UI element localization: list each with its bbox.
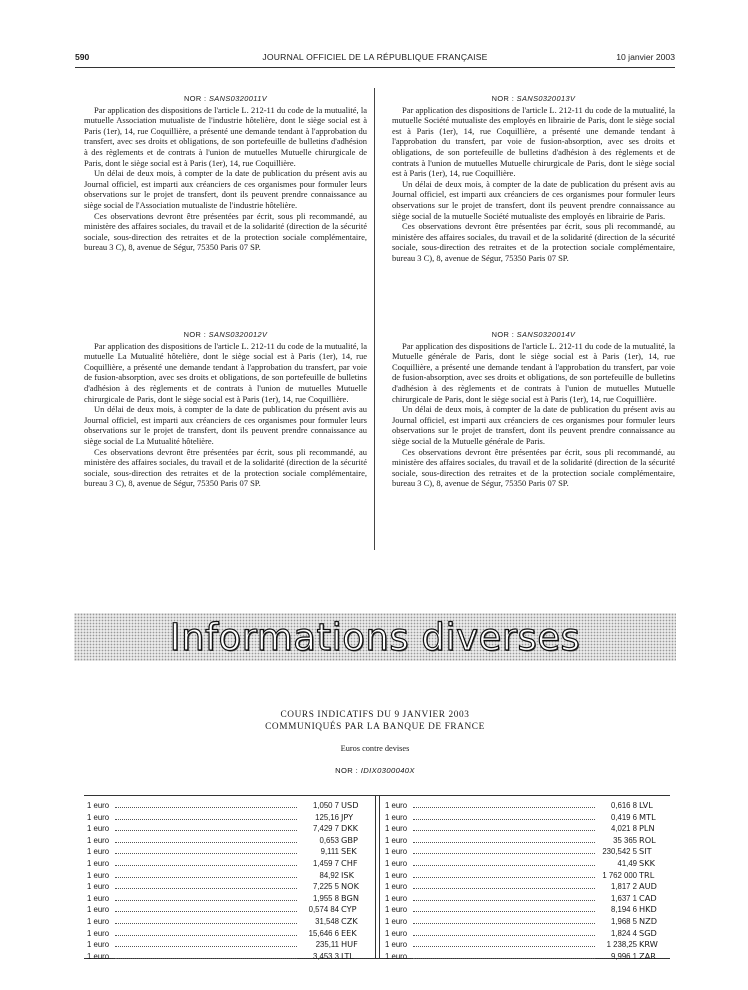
rate-row	[87, 846, 371, 858]
rate-value: 1,955 8	[312, 893, 339, 903]
rate-unit: 1 euro	[385, 916, 408, 926]
notice-1-para-3: Ces observations devront être présentées par écrit, sous pli recommandé, au ministère des affaires sociales, du travail et de la solidarité (direction de la sécurité sociale, sous-direction des retraites et de la protection sociale complémentaire, bureau 3 C), 8, avenue de Ségur, 75350 Paris 07 SP.	[84, 210, 367, 253]
notice-3-nor: NOR : SANS0320012V	[183, 330, 268, 339]
rate-row	[87, 916, 371, 928]
rates-title-line-2: COMMUNIQUÉS PAR LA BANQUE DE FRANCE	[265, 722, 485, 732]
notice-1-nor: NOR : SANS0320011V	[183, 94, 268, 103]
rates-subtitle: Euros contre devises	[340, 744, 410, 753]
rate-unit: 1 euro	[385, 858, 408, 868]
notice-2-para-1: Par application des dispositions de l'article L. 212-11 du code de la mutualité, la mutuelle Société mutualiste des employés en librairie de Paris, dont le siège social est à Paris (1er), 14, rue Coquillière, a présenté une demande tendant à l'approbation du transfert, par voie de fusion-absorption, avec ses droits et obligations, de son portefeuille de bulletins d'adhésion à des règlements et de contrats à l'union de mutuelles Mutuelle chirurgicale de Paris, dont le siège social est à Paris (1er), 14, rue Coquillière.	[392, 104, 675, 179]
rate-unit: 1 euro	[385, 951, 408, 961]
rate-unit: 1 euro	[385, 940, 408, 950]
rate-row	[87, 800, 371, 812]
rate-unit: 1 euro	[385, 905, 408, 915]
rate-unit: 1 euro	[87, 801, 110, 810]
notice-4	[392, 330, 675, 489]
rate-currency: GBP	[341, 834, 358, 845]
rate-unit: 1 euro	[385, 824, 408, 834]
rate-row	[385, 928, 669, 940]
rate-currency: CYP	[341, 904, 357, 915]
rate-value: 0,419 6	[610, 812, 637, 822]
leader-dots	[115, 923, 297, 924]
rate-currency: AUD	[639, 881, 657, 892]
rate-unit: 1 euro	[87, 858, 110, 868]
leader-dots	[413, 865, 595, 866]
rate-value: 0,574 84	[308, 905, 339, 915]
rate-unit: 1 euro	[385, 847, 408, 857]
rate-row	[385, 858, 669, 870]
rates-title	[74, 709, 676, 733]
leader-dots	[413, 853, 595, 854]
rate-row	[87, 951, 371, 963]
rate-unit: 1 euro	[385, 893, 408, 903]
rate-value: 4,021 8	[610, 824, 637, 834]
notice-4-para-1: Par application des dispositions de l'article L. 212-11 du code de la mutualité, la Mutuelle générale de Paris, dont le siège social est à Paris (1er), 14, rue Coquillière, a présenté une demande tendant à l'approbation du transfert, par voie de fusion-absorption, avec ses droits et obligations, de son portefeuille de bulletins d'adhésion à des règlements et de contrats à l'union de mutuelles Mutuelle chirurgicale de Paris, dont le siège social est à Paris (1er), 14, rue Coquillière.	[392, 340, 675, 404]
rate-unit: 1 euro	[87, 835, 110, 845]
rate-value: 230,542 5	[602, 847, 637, 857]
rate-currency: SKK	[639, 857, 655, 868]
rate-row	[385, 881, 669, 893]
rate-currency: LVL	[639, 800, 653, 810]
rate-value: 1,824 4	[610, 928, 637, 938]
rate-currency: PLN	[639, 823, 655, 834]
rate-unit: 1 euro	[385, 882, 408, 892]
header-rule	[75, 67, 675, 68]
rate-row	[87, 893, 371, 905]
notice-1-para-2: Un délai de deux mois, à compter de la date de publication du présent avis au Journal officiel, est imparti aux créanciers de ces organismes pour formuler leurs observations sur le projet de transfert, dont ils peuvent prendre connaissance au siège social de l'Association mutualiste de l'industrie hôtelière.	[84, 168, 367, 210]
rate-row	[385, 800, 669, 812]
rate-row	[385, 916, 669, 928]
section-banner	[74, 613, 676, 661]
rate-value: 1,050 7	[312, 801, 339, 810]
rate-unit: 1 euro	[385, 870, 408, 880]
leader-dots	[413, 900, 595, 901]
rate-value: 7,429 7	[312, 824, 339, 834]
rate-currency: CZK	[341, 915, 358, 926]
page-header	[75, 52, 675, 66]
notice-2-para-2: Un délai de deux mois, à compter de la date de publication du présent avis au Journal officiel, est imparti aux créanciers de ces organismes pour formuler leurs observations sur le projet de transfert, dont ils peuvent prendre connaissance au siège social de la mutuelle Société mutualiste des employés en librairie de Paris.	[392, 178, 675, 221]
rate-currency: EEK	[341, 927, 357, 938]
rate-unit: 1 euro	[385, 928, 408, 938]
leader-dots	[413, 807, 595, 808]
leader-dots	[115, 842, 297, 843]
rate-row	[385, 939, 669, 951]
notice-2	[392, 94, 675, 264]
rate-row	[385, 846, 669, 858]
rate-currency: CHF	[341, 857, 358, 868]
rate-value: 1,817 2	[610, 882, 637, 892]
leader-dots	[413, 888, 595, 889]
rates-right-column	[385, 800, 669, 962]
rate-row	[87, 904, 371, 916]
rate-currency: JPY	[341, 811, 354, 822]
rate-currency: HUF	[341, 939, 358, 950]
journal-title: JOURNAL OFFICIEL DE LA RÉPUBLIQUE FRANÇAISE	[262, 52, 488, 62]
notice-3	[84, 330, 367, 489]
rate-value: 41,49	[617, 858, 637, 868]
rates-left-column	[87, 800, 371, 962]
leader-dots	[115, 911, 297, 912]
leader-dots	[413, 842, 595, 843]
notice-2-nor: NOR : SANS0320013V	[491, 94, 576, 103]
rate-currency: SEK	[341, 846, 357, 857]
leader-dots	[115, 807, 297, 808]
notice-3-para-2: Un délai de deux mois, à compter de la date de publication du présent avis au Journal officiel, est imparti aux créanciers de ces organismes pour formuler leurs observations sur le projet de transfert, dont ils peuvent prendre connaissance au siège social de La Mutualité hôtelière.	[84, 404, 367, 446]
rate-currency: HKD	[639, 904, 657, 915]
rate-value: 1,637 1	[610, 893, 637, 903]
rate-unit: 1 euro	[87, 812, 110, 822]
leader-dots	[115, 877, 297, 878]
rate-unit: 1 euro	[87, 951, 110, 961]
rate-row	[87, 858, 371, 870]
rate-value: 235,11	[315, 940, 339, 950]
leader-dots	[115, 819, 297, 820]
leader-dots	[413, 935, 595, 936]
rate-value: 84,92	[319, 870, 339, 880]
section-banner-title: Informations diverses	[169, 616, 581, 659]
notice-3-para-3: Ces observations devront être présentées par écrit, sous pli recommandé, au ministère des affaires sociales, du travail et de la solidarité (direction de la sécurité sociale, sous-direction des retraites et de la protection sociale complémentaire, bureau 3 C), 8, avenue de Ségur, 75350 Paris 07 SP.	[84, 446, 367, 489]
rate-value: 1 762 000	[602, 870, 637, 880]
notice-4-para-3: Ces observations devront être présentées par écrit, sous pli recommandé, au ministère des affaires sociales, du travail et de la solidarité (direction de la sécurité sociale, sous-direction des retraites et de la protection sociale complémentaire, bureau 3 C), 8, avenue de Ségur, 75350 Paris 07 SP.	[392, 446, 675, 489]
rate-value: 8,194 6	[610, 905, 637, 915]
rate-value: 3,453 3	[312, 951, 339, 961]
rates-table-divider	[375, 796, 380, 958]
rate-currency: USD	[341, 800, 359, 810]
rate-row	[385, 835, 669, 847]
rate-row	[385, 823, 669, 835]
rate-unit: 1 euro	[87, 870, 110, 880]
leader-dots	[115, 958, 297, 959]
rate-currency: SIT	[639, 846, 652, 857]
rate-value: 7,225 5	[312, 882, 339, 892]
leader-dots	[115, 888, 297, 889]
rate-value: 15,646 6	[308, 928, 339, 938]
rate-currency: ISK	[341, 869, 354, 880]
rates-nor: NOR : IDIX0300040X	[335, 766, 415, 775]
rate-unit: 1 euro	[87, 824, 110, 834]
rate-row	[87, 928, 371, 940]
rates-table	[84, 795, 670, 959]
notice-1	[84, 94, 367, 253]
rate-value: 125,16	[315, 812, 339, 822]
leader-dots	[115, 830, 297, 831]
rate-currency: MTL	[639, 811, 656, 822]
rate-value: 35 365	[613, 835, 637, 845]
leader-dots	[413, 819, 595, 820]
leader-dots	[115, 900, 297, 901]
rate-value: 9,996 1	[610, 951, 637, 961]
rate-currency: ZAR	[639, 950, 656, 961]
notice-3-para-1: Par application des dispositions de l'article L. 212-11 du code de la mutualité, la mutuelle La Mutualité hôtelière, dont le siège social est à Paris (1er), 14, rue Coquillière, a présenté une demande tendant à l'approbation du transfert, par voie de fusion-absorption, avec ses droits et obligations, de son portefeuille de bulletins d'adhésion à des règlements et de contrats à l'union de mutuelles Mutuelle chirurgicale de Paris, dont le siège social est à Paris (1er), 14, rue Coquillière.	[84, 340, 367, 404]
rate-unit: 1 euro	[87, 940, 110, 950]
rate-value: 1,459 7	[312, 858, 339, 868]
rates-title-line-1: COURS INDICATIFS DU 9 JANVIER 2003	[280, 710, 470, 720]
rate-value: 0,653	[319, 835, 339, 845]
rate-row	[385, 870, 669, 882]
rate-currency: LTL	[341, 950, 354, 961]
rate-value: 9,111	[320, 847, 339, 857]
rate-currency: NZD	[639, 915, 658, 926]
page-number: 590	[75, 52, 90, 62]
rate-unit: 1 euro	[87, 916, 110, 926]
rate-unit: 1 euro	[87, 882, 110, 892]
rate-row	[87, 812, 371, 824]
leader-dots	[115, 935, 297, 936]
notice-2-para-3: Ces observations devront être présentées par écrit, sous pli recommandé, au ministère des affaires sociales, du travail et de la solidarité (direction de la sécurité sociale, sous-direction des retraites et de la protection sociale complémentaire, bureau 3 C), 8, avenue de Ségur, 75350 Paris 07 SP.	[392, 221, 675, 263]
leader-dots	[413, 923, 595, 924]
issue-date: 10 janvier 2003	[616, 52, 675, 62]
rate-unit: 1 euro	[87, 893, 110, 903]
notice-4-nor: NOR : SANS0320014V	[491, 330, 576, 339]
leader-dots	[115, 853, 297, 854]
rate-currency: NOK	[341, 881, 359, 892]
rate-currency: ROL	[639, 834, 656, 845]
rate-row	[385, 951, 669, 963]
rate-value: 1,968 5	[610, 916, 637, 926]
leader-dots	[413, 958, 595, 959]
leader-dots	[115, 946, 297, 947]
rate-row	[87, 870, 371, 882]
leader-dots	[413, 877, 595, 878]
rate-unit: 1 euro	[87, 905, 110, 915]
rate-unit: 1 euro	[87, 928, 110, 938]
rate-currency: DKK	[341, 823, 359, 834]
rate-unit: 1 euro	[385, 812, 408, 822]
leader-dots	[413, 830, 595, 831]
rate-unit: 1 euro	[87, 847, 110, 857]
rate-currency: BGN	[341, 892, 359, 903]
rate-currency: TRL	[639, 869, 655, 880]
rate-row	[87, 881, 371, 893]
rate-row	[385, 893, 669, 905]
rate-unit: 1 euro	[385, 835, 408, 845]
notice-1-para-1: Par application des dispositions de l'article L. 212-11 du code de la mutualité, la mutuelle Association mutualiste de l'industrie hôtelière, dont le siège social est à Paris (1er), 14, rue Coquillière, a présenté une demande tendant à l'approbation du transfert, avec ses droits et obligations, de son portefeuille de bulletins d'adhésion à des règlements et de contrats à l'union de mutuelles Mutuelle chirurgicale de Paris, dont le siège social est à Paris (1er), 14, rue Coquillière.	[84, 104, 367, 168]
rate-row	[385, 904, 669, 916]
rate-value: 0,616 8	[610, 801, 637, 810]
rate-row	[87, 835, 371, 847]
leader-dots	[115, 865, 297, 866]
column-divider	[374, 88, 375, 550]
rate-value: 1 238,25	[606, 940, 637, 950]
rate-currency: KRW	[639, 939, 658, 950]
notice-4-para-2: Un délai de deux mois, à compter de la date de publication du présent avis au Journal officiel, est imparti aux créanciers de ces organismes pour formuler leurs observations sur le projet de transfert, dont ils peuvent prendre connaissance au siège social de la Mutuelle générale de Paris.	[392, 404, 675, 446]
leader-dots	[413, 946, 595, 947]
rate-value: 31,548	[315, 916, 339, 926]
rate-currency: CAD	[639, 892, 657, 903]
rate-row	[87, 823, 371, 835]
rate-currency: SGD	[639, 927, 657, 938]
rate-row	[385, 812, 669, 824]
rate-unit: 1 euro	[385, 801, 408, 810]
leader-dots	[413, 911, 595, 912]
rate-row	[87, 939, 371, 951]
